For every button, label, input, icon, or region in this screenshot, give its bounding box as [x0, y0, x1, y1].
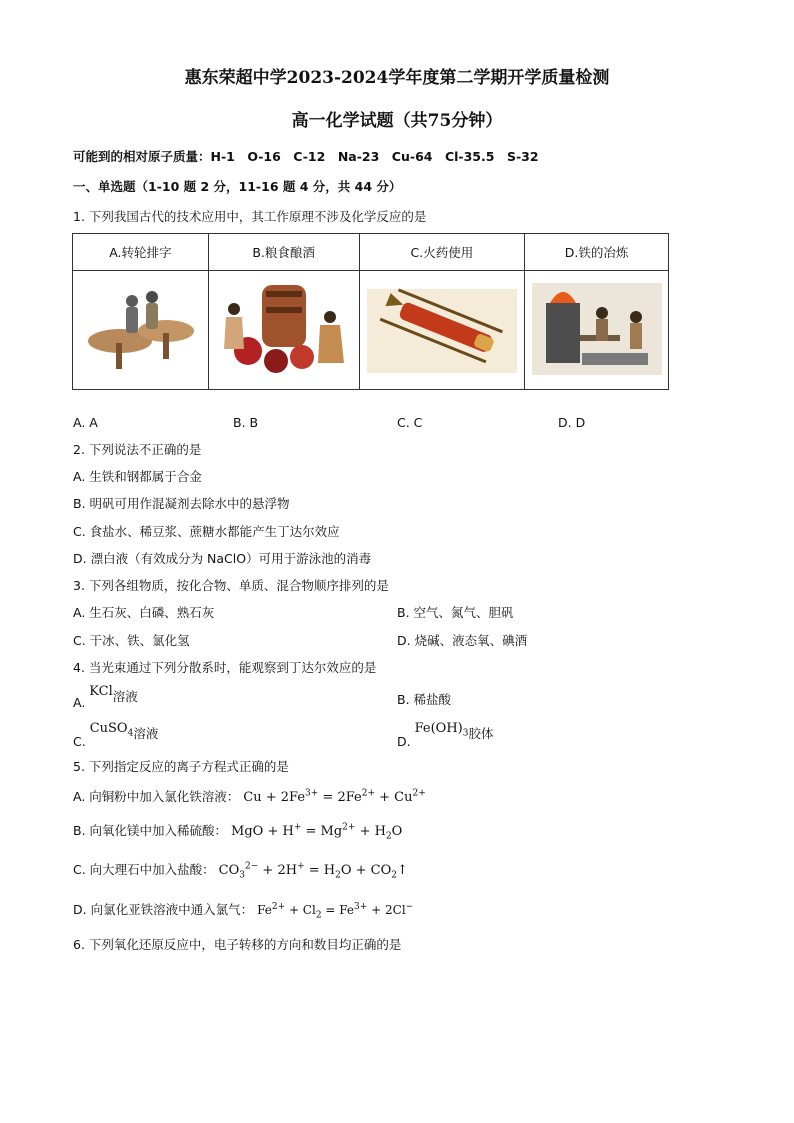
q4-d-text: 胶体: [468, 726, 494, 741]
q4-option-b[interactable]: B. 稀盐酸: [397, 692, 452, 707]
q2-option-c[interactable]: C. 食盐水、稀豆浆、蔗糖水都能产生丁达尔效应: [73, 524, 340, 539]
q5-a-text: A. 向铜粉中加入氯化铁溶液：: [73, 789, 240, 804]
q5-b-equation: MgO + $H^+ = Mg^{2+} + H_2O$: [231, 822, 403, 842]
question-5-stem: 5. 下列指定反应的离子方程式正确的是: [73, 759, 289, 774]
q1-option-a[interactable]: A. A: [73, 415, 98, 430]
iron-smelting-image: [525, 271, 669, 390]
q3-option-b[interactable]: B. 空气、氮气、胆矾: [397, 605, 514, 620]
atomic-masses: 可能到的相对原子质量：H-1 O-16 C-12 Na-23 Cu-64 Cl-35.5 S-32: [73, 149, 539, 164]
q4-d-formula: $Fe(OH)_3$: [414, 721, 469, 739]
q5-option-b[interactable]: [73, 821, 402, 842]
q5-option-c[interactable]: [73, 860, 408, 881]
q4-c-text: 溶液: [133, 726, 159, 741]
q4-option-c[interactable]: [73, 721, 158, 749]
q5-option-d[interactable]: [73, 900, 413, 920]
q1-option-c[interactable]: C. C: [397, 415, 423, 430]
exam-subtitle: 高一化学试题（共75分钟）: [291, 111, 503, 131]
q4-option-d[interactable]: [397, 721, 493, 749]
q4-option-a[interactable]: [73, 684, 138, 710]
q4-a-letter: A.: [73, 695, 86, 710]
table-header-d: D.铁的冶炼: [525, 234, 669, 271]
q5-c-equation: $CO_3^{2-} + 2H^+ = H_2O$ + $CO_2↑$: [218, 861, 408, 881]
q1-option-b[interactable]: B. B: [233, 415, 259, 430]
q5-a-equation: $Cu + 2Fe^{3+} = 2Fe^{2+} + Cu^{2+}$: [243, 788, 426, 805]
question-2-stem: 2. 下列说法不正确的是: [73, 442, 202, 457]
q5-d-text: D. 向氯化亚铁溶液中通入氯气：: [73, 902, 254, 917]
q5-d-equation: $Fe^{2+} + Cl_2 = Fe^{3+} + 2Cl^-$: [257, 902, 414, 921]
question-6-stem: 6. 下列氧化还原反应中，电子转移的方向和数目均正确的是: [73, 937, 402, 952]
q1-option-d[interactable]: D. D: [558, 415, 586, 430]
q2-option-b[interactable]: B. 明矾可用作混凝剂去除水中的悬浮物: [73, 496, 290, 511]
question-3-stem: 3. 下列各组物质，按化合物、单质、混合物顺序排列的是: [73, 578, 389, 593]
q2-option-a[interactable]: A. 生铁和钢都属于合金: [73, 469, 202, 484]
table-header-b: B.粮食酿酒: [208, 234, 359, 271]
q5-c-text: C. 向大理石中加入盐酸：: [73, 862, 215, 877]
section-heading: 一、单选题（1-10 题 2 分，11-16 题 4 分，共 44 分）: [73, 179, 402, 194]
exam-title: 惠东荣超中学2023-2024学年度第二学期开学质量检测: [184, 68, 610, 88]
q4-c-letter: C.: [73, 734, 86, 749]
table-header-a: A.转轮排字: [73, 234, 209, 271]
table-header-c: C.火药使用: [359, 234, 525, 271]
q2-option-d[interactable]: D. 漂白液（有效成分为 NaClO）可用于游泳池的消毒: [73, 551, 372, 566]
brewing-image: [208, 271, 359, 390]
movable-type-image: [73, 271, 209, 390]
gunpowder-image: [359, 271, 525, 390]
q3-option-d[interactable]: D. 烧碱、液态氧、碘酒: [397, 633, 528, 648]
q3-option-a[interactable]: A. 生石灰、白磷、熟石灰: [73, 605, 215, 620]
q4-d-letter: D.: [397, 734, 411, 749]
q4-a-text: 溶液: [112, 689, 138, 704]
q5-b-text: B. 向氧化镁中加入稀硫酸：: [73, 823, 228, 838]
question-1-table: [72, 233, 669, 390]
q5-option-a[interactable]: [73, 787, 426, 805]
q4-c-formula: CuSO$_4$: [89, 721, 134, 739]
q4-a-formula: KCl: [89, 684, 113, 699]
question-4-stem: 4. 当光束通过下列分散系时，能观察到丁达尔效应的是: [73, 660, 377, 675]
q3-option-c[interactable]: C. 干冰、铁、氯化氢: [73, 633, 190, 648]
question-1-stem: 1. 下列我国古代的技术应用中，其工作原理不涉及化学反应的是: [73, 209, 427, 224]
